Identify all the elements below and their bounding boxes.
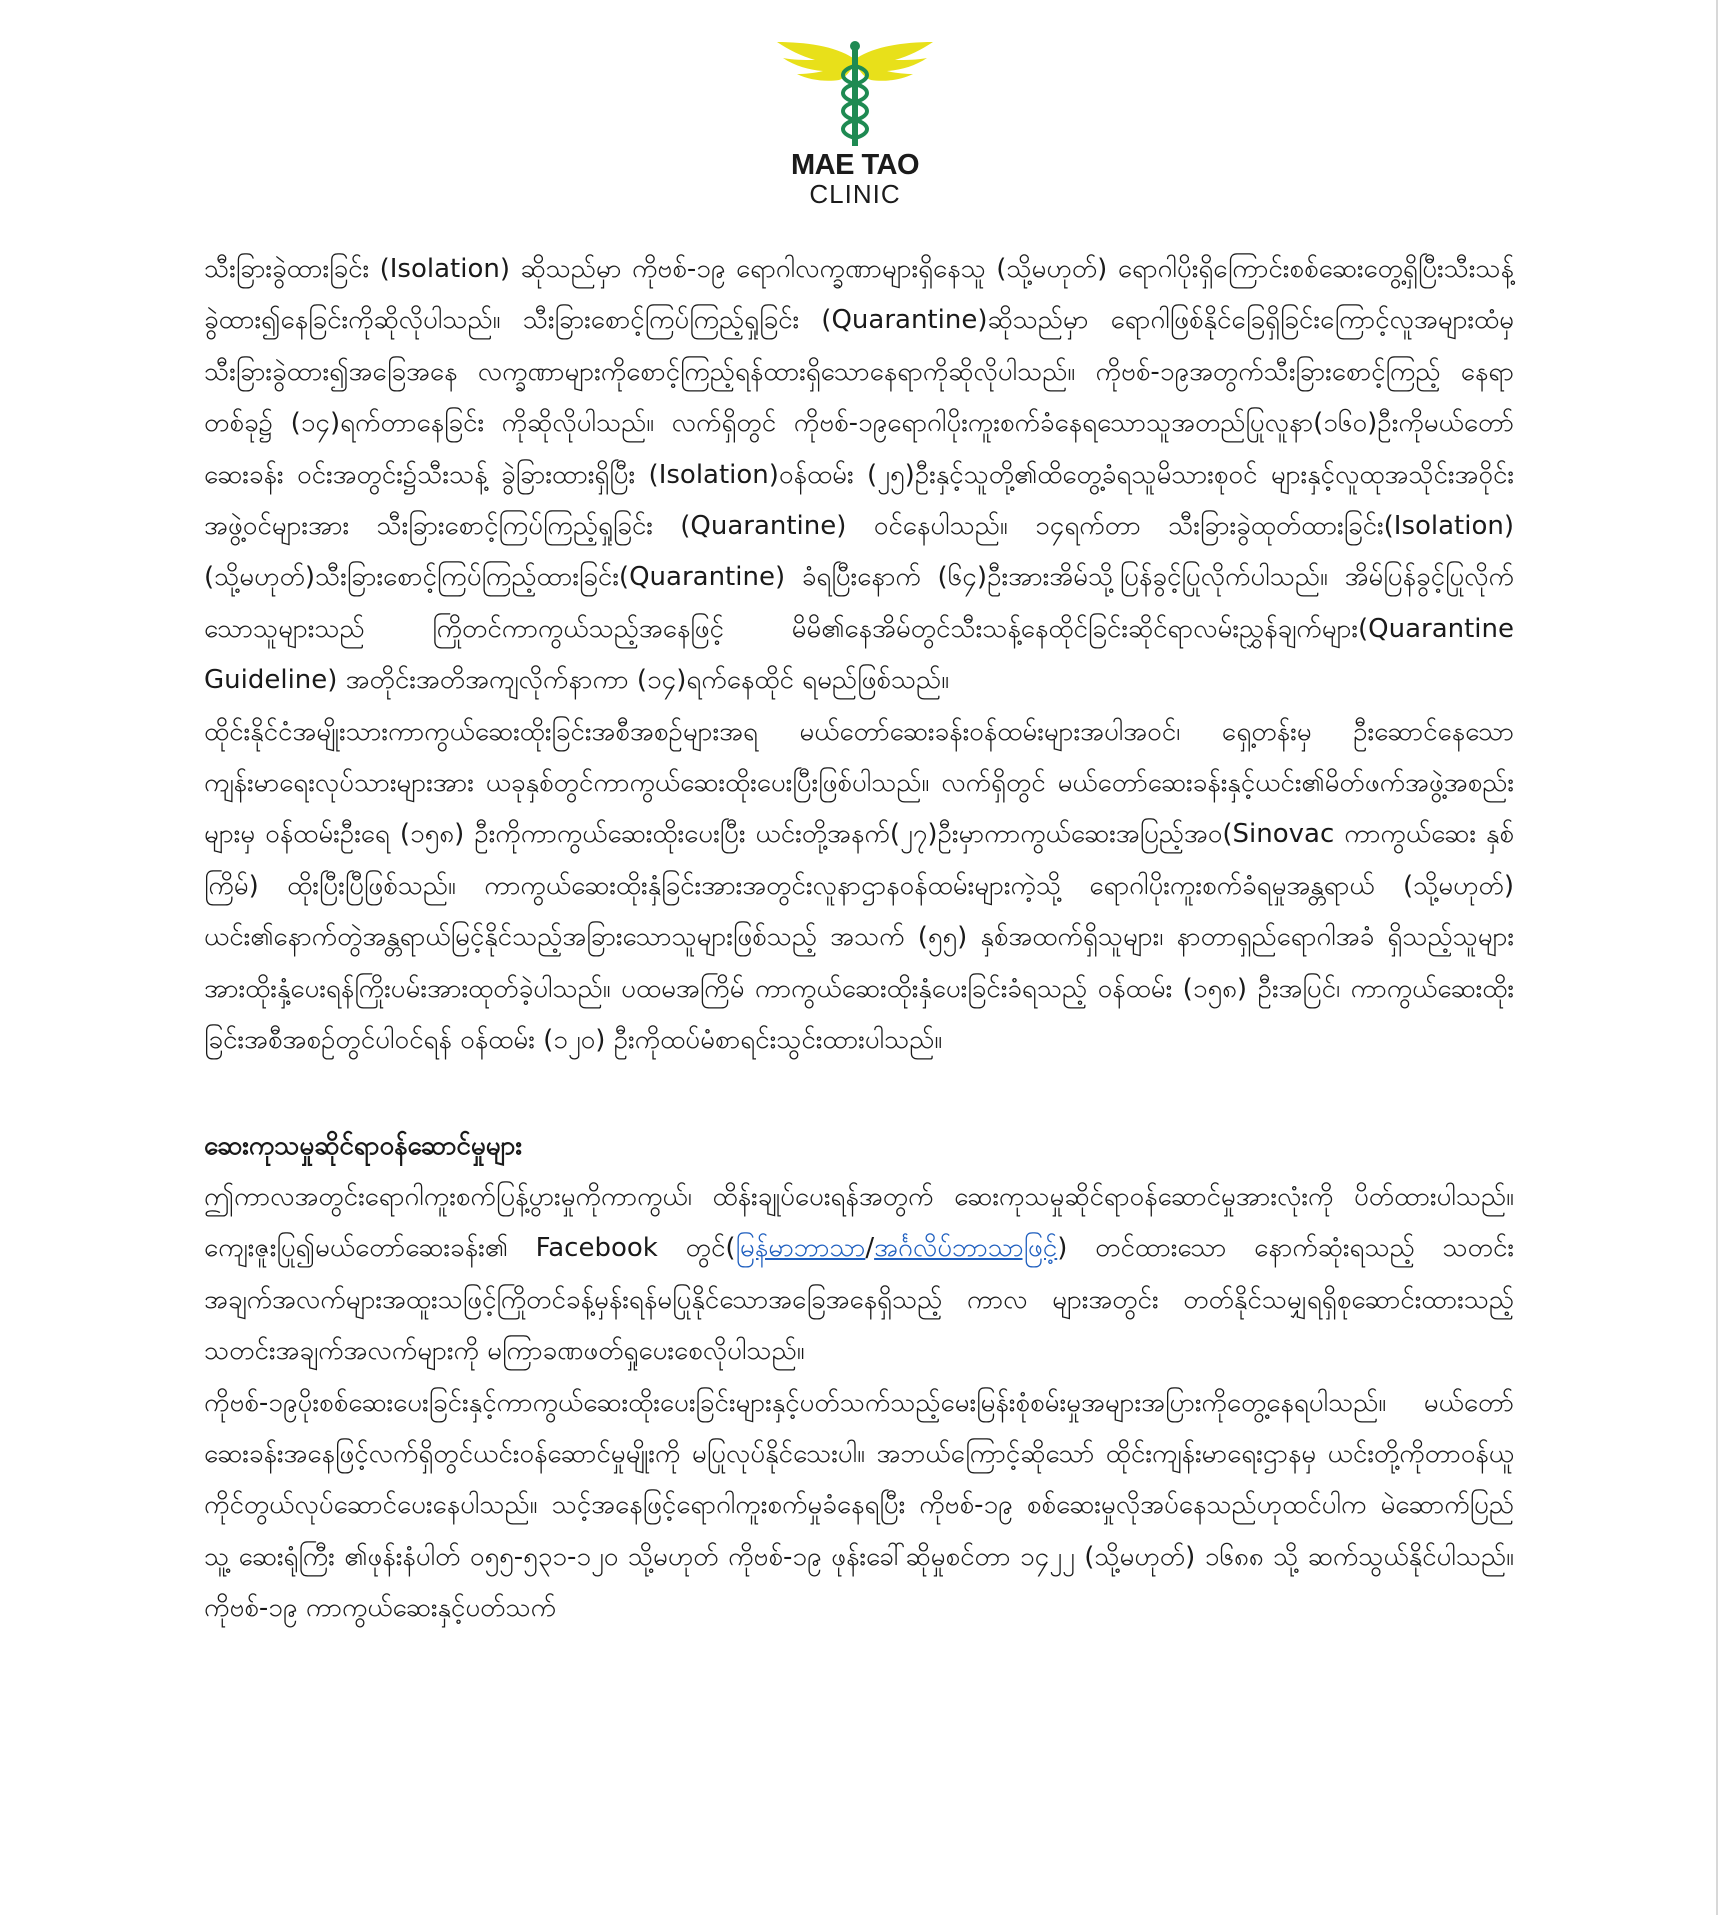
facebook-link-english[interactable]: အင်္ဂလိပ်ဘာသာဖြင့် [874,1233,1058,1264]
paragraph-services-closed [204,1172,1514,1378]
caduceus-wings-icon [775,36,935,150]
section-spacer [204,1067,1514,1121]
facebook-link-myanmar[interactable]: မြန်မာဘာသာ [735,1233,866,1264]
section-heading-medical-services: ဆေးကုသမှုဆိုင်ရာဝန်ဆောင်မှုများ [204,1130,522,1161]
paragraph-services-text-before: ဤကာလအတွင်းရောဂါကူးစက်ပြန့်ပွားမှုကိုကာကွယ်၊ ထိန်းချုပ်ပေးရန်အတွက် ဆေးကုသမှုဆိုင်ရာဝန်ဆောင်မှုအားလုံးကို ပိတ်ထားပါသည်။ ကျေးဇူးပြု၍မယ်တော်ဆေးခန်း၏ Facebook တွင်( [204,1181,1514,1264]
document-body [204,244,1514,1635]
paragraph-services-text-after: ) တင်ထားသော နောက်ဆုံးရသည့် သတင်းအချက်အလက်များအထူးသဖြင့်ကြိုတင်ခန့်မှန်းရန်မပြုနိုင်သောအခြေအနေရှိသည့် ကာလ များအတွင်း တတ်နိုင်သမျှရရှိစုဆောင်းထားသည့်သတင်းအချက်အလက်များကို မကြာခဏဖတ်ရှုပေးစေလိုပါသည်။ [204,1233,1515,1367]
mae-tao-clinic-logo [775,36,935,208]
logo-title: MAE TAO [790,149,920,181]
logo-subtitle: CLINIC [809,179,901,209]
paragraph-testing-info: ကိုဗစ်-၁၉ပိုးစစ်ဆေးပေးခြင်းနှင့်ကာကွယ်ဆေးထိုးပေးခြင်းများနှင့်ပတ်သက်သည့်မေးမြန်းစုံစမ်းမှုအများအပြားကိုတွေ့နေရပါသည်။ မယ်တော်ဆေးခန်းအနေဖြင့်လက်ရှိတွင်ယင်းဝန်ဆောင်မှုမျိုးကို မပြုလုပ်နိုင်သေးပါ။ အဘယ်ကြောင့်ဆိုသော် ထိုင်းကျန်းမာရေးဌာနမှ ယင်းတို့ကိုတာဝန်ယူကိုင်တွယ်လုပ်ဆောင်ပေးနေပါသည်။ သင့်အနေဖြင့်ရောဂါကူးစက်မှုခံနေရပြီး ကိုဗစ်-၁၉ စစ်ဆေးမှုလိုအပ်နေသည်ဟုထင်ပါက မဲဆောက်ပြည်သူ့ ဆေးရုံကြီး ၏ဖုန်းနံပါတ် ၀၅၅-၅၃၁-၁၂၀ သို့မဟုတ် ကိုဗစ်-၁၉ ဖုန်းခေါ်ဆိုမှုစင်တာ ၁၄၂၂ (သို့မဟုတ်) ၁၆၈၈ သို့ ဆက်သွယ်နိုင်ပါသည်။ကိုဗစ်-၁၉ ကာကွယ်ဆေးနှင့်ပတ်သက် [204,1387,1514,1624]
paragraph-isolation: သီးခြားခွဲထားခြင်း (Isolation) ဆိုသည်မှာ ကိုဗစ်-၁၉ ရောဂါလက္ခဏာများရှိနေသူ (သို့မဟုတ်) ရောဂါပိုးရှိကြောင်းစစ်ဆေးတွေ့ရှိပြီးသီးသန့်ခွဲထား၍နေခြင်းကိုဆိုလိုပါသည်။ သီးခြားစောင့်ကြပ်ကြည့်ရှုခြင်း (Quarantine)ဆိုသည်မှာ ရောဂါဖြစ်နိုင်ခြေရှိခြင်းကြောင့်လူအများထံမှသီးခြားခွဲထား၍အခြေအနေ လက္ခဏာများကိုစောင့်ကြည့်ရန်ထားရှိသောနေရာကိုဆိုလိုပါသည်။ ကိုဗစ်-၁၉အတွက်သီးခြားစောင့်ကြည့် နေရာတစ်ခု၌ (၁၄)ရက်တာနေခြင်း ကိုဆိုလိုပါသည်။ လက်ရှိတွင် ကိုဗစ်-၁၉ရောဂါပိုးကူးစက်ခံနေရသောသူအတည်ပြုလူနာ(၁၆၀)ဦးကိုမယ်တော်ဆေးခန်း ဝင်းအတွင်း၌သီးသန့် ခွဲခြားထားရှိပြီး (Isolation)ဝန်ထမ်း (၂၅)ဦးနှင့်သူတို့၏ထိတွေ့ခံရသူမိသားစုဝင် များနှင့်လူထုအသိုင်းအဝိုင်းအဖွဲ့ဝင်များအား သီးခြားစောင့်ကြပ်ကြည့်ရှုခြင်း (Quarantine) ဝင်နေပါသည်။ ၁၄ရက်တာ သီးခြားခွဲထုတ်ထားခြင်း(Isolation) (သို့မဟုတ်)သီးခြားစောင့်ကြပ်ကြည့်ထားခြင်း(Quarantine) ခံရပြီးနောက် (၆၄)ဦးအားအိမ်သို့ပြန်ခွင့်ပြုလိုက်ပါသည်။ အိမ်ပြန်ခွင့်ပြုလိုက်သောသူများသည် ကြိုတင်ကာကွယ်သည့်အနေဖြင့် မိမိ၏နေအိမ်တွင်သီးသန့်နေထိုင်ခြင်းဆိုင်ရာလမ်းညွှန်ချက်များ(Quarantine Guideline) အတိုင်းအတိအကျလိုက်နာကာ (၁၄)ရက်နေထိုင် ရမည်ဖြစ်သည်။ [204,254,1514,696]
paragraph-vaccination: ထိုင်းနိုင်ငံအမျိုးသားကာကွယ်ဆေးထိုးခြင်းအစီအစဉ်များအရ မယ်တော်ဆေးခန်းဝန်ထမ်းများအပါအဝင်၊ ရှေ့တန်းမှ ဦးဆောင်နေသောကျန်းမာရေးလုပ်သားများအား ယခုနှစ်တွင်ကာကွယ်ဆေးထိုးပေးပြီးဖြစ်ပါသည်။ လက်ရှိတွင် မယ်တော်ဆေးခန်းနှင့်ယင်း၏မိတ်ဖက်အဖွဲ့အစည်းများမှ ဝန်ထမ်းဦးရေ (၁၅၈) ဦးကိုကာကွယ်ဆေးထိုးပေးပြီး ယင်းတို့အနက်(၂၇)ဦးမှာကာကွယ်ဆေးအပြည့်အဝ(Sinovac ကာကွယ်ဆေး နှစ်ကြိမ်) ထိုးပြီးပြီဖြစ်သည်။ ကာကွယ်ဆေးထိုးနှံခြင်းအားအတွင်းလူနာဌာနဝန်ထမ်းများကဲ့သို့ ရောဂါပိုးကူးစက်ခံရမှုအန္တရာယ် (သို့မဟုတ်) ယင်း၏နောက်တွဲအန္တရာယ်မြင့်နိုင်သည့်အခြားသောသူများဖြစ်သည့် အသက် (၅၅) နှစ်အထက်ရှိသူများ၊ နာတာရှည်ရောဂါအခံ ရှိသည့်သူများအားထိုးနှံ့ပေးရန်ကြိုးပမ်းအားထုတ်ခဲ့ပါသည်။ ပထမအကြိမ် ကာကွယ်ဆေးထိုးနှံပေးခြင်းခံရသည့် ဝန်ထမ်း (၁၅၈) ဦးအပြင်၊ ကာကွယ်ဆေးထိုးခြင်းအစီအစဉ်တွင်ပါဝင်ရန် ဝန်ထမ်း (၁၂၀) ဦးကိုထပ်မံစာရင်းသွင်းထားပါသည်။ [204,716,1514,1056]
link-separator: / [865,1233,875,1264]
